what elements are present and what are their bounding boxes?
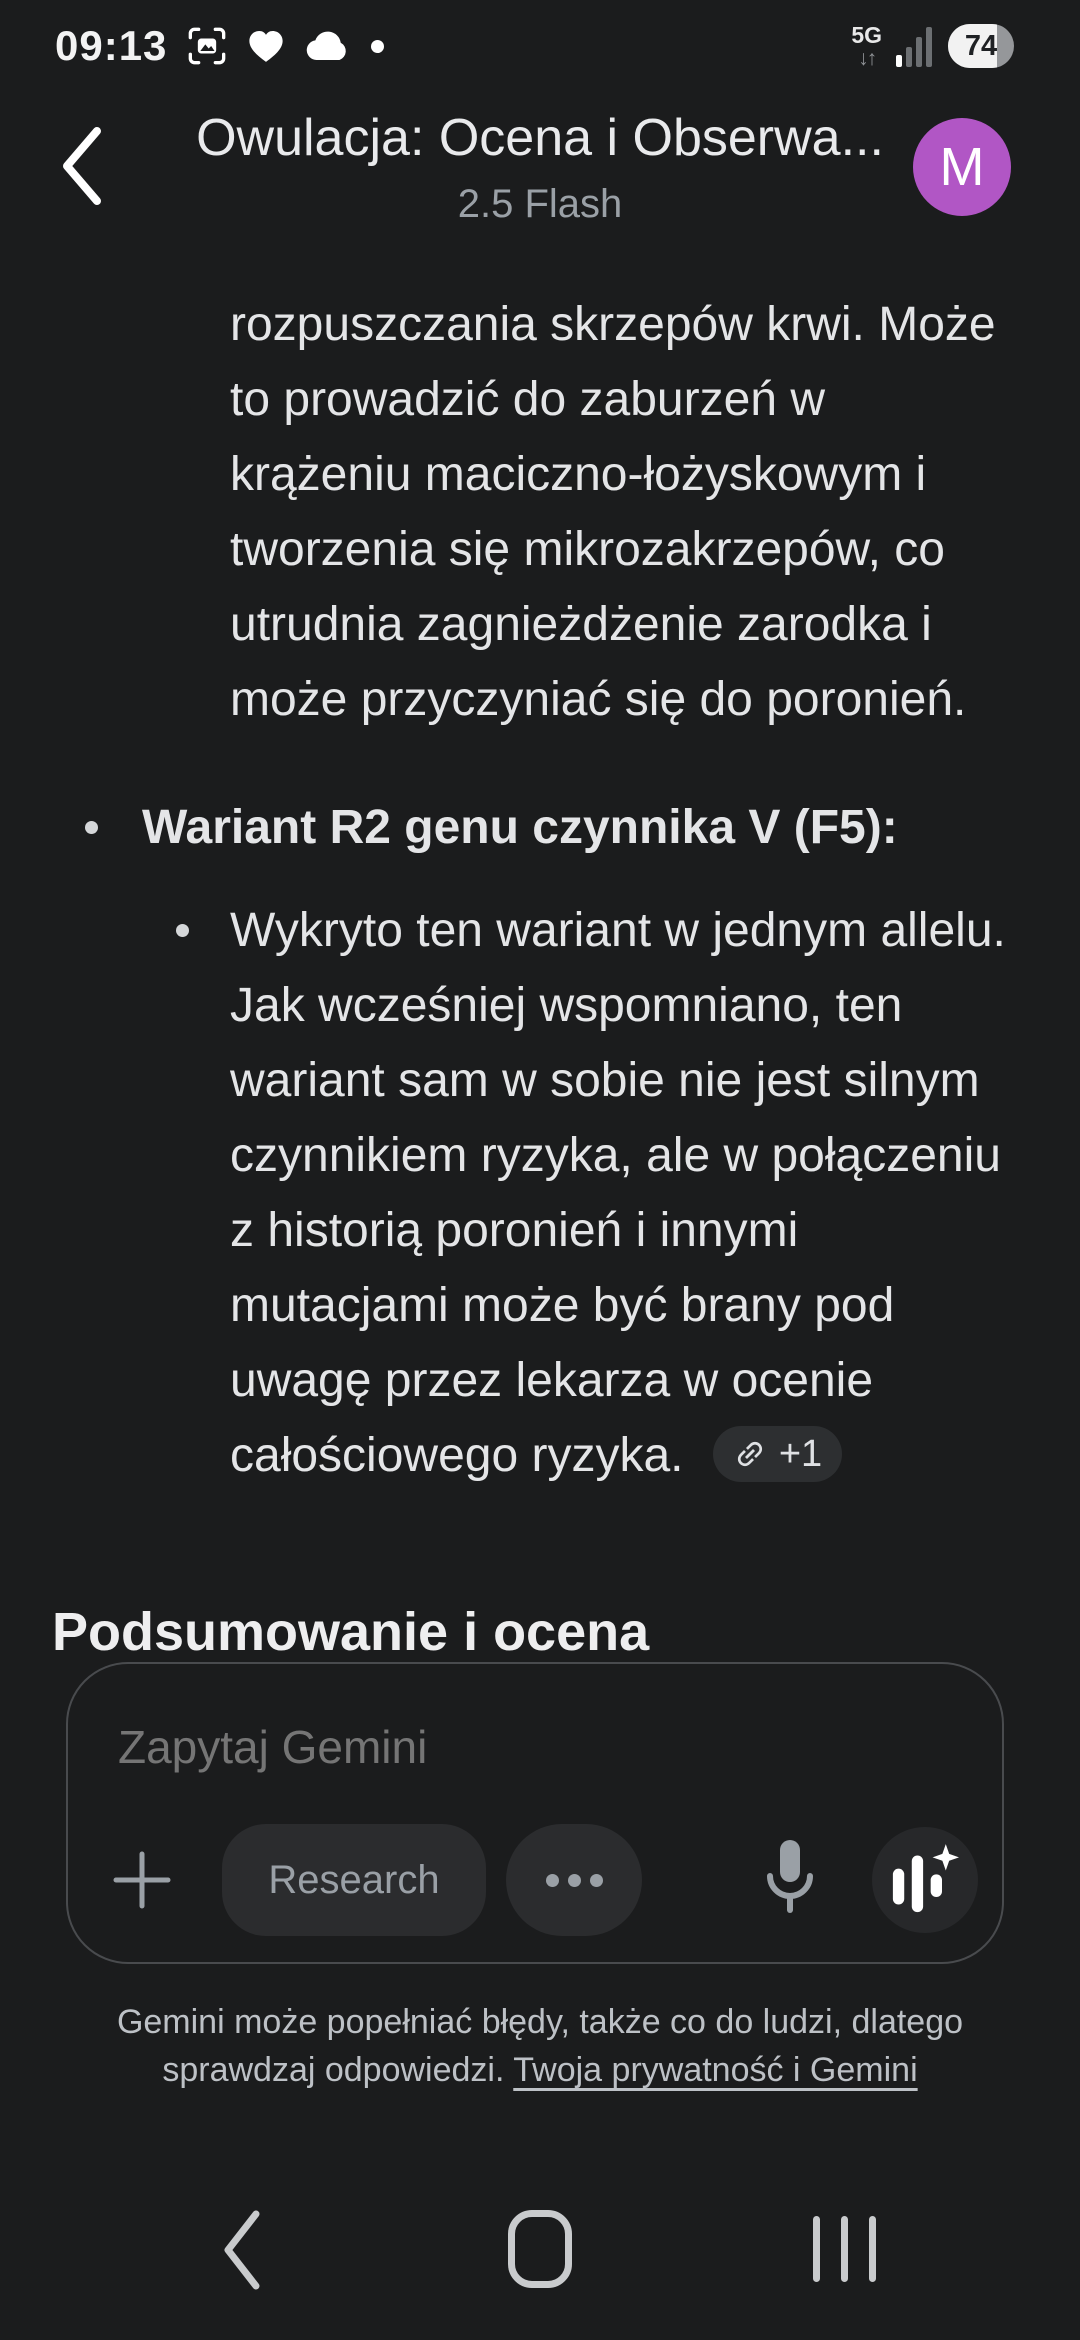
link-icon [733,1437,767,1471]
back-button[interactable] [52,118,112,214]
nav-back-button[interactable] [216,2202,268,2298]
disclaimer [90,1998,990,2094]
microphone-button[interactable] [762,1838,818,1922]
list-item-text [230,893,1016,1493]
ellipsis-icon [546,1874,559,1887]
avatar-letter: M [939,137,985,197]
bullet-icon [176,924,189,937]
citation-chip[interactable] [713,1426,842,1482]
section-heading: Podsumowanie i ocena [52,1602,650,1662]
cloud-icon [305,30,351,62]
list-item [85,790,1010,865]
list-item-title: Wariant R2 genu czynnika V (F5): [142,801,898,854]
plus-icon [113,1851,171,1909]
chevron-left-icon [59,123,105,209]
citation-count: +1 [778,1432,823,1475]
notification-dot-icon [371,40,384,53]
chat-header [0,92,1080,252]
recents-bar-icon [869,2216,876,2282]
ellipsis-icon [568,1874,581,1887]
screen-capture-icon [187,26,227,66]
list-item [176,893,1016,1493]
nav-recents-button[interactable] [813,2216,876,2282]
list-item-body-text: Wykryto ten wariant w jednym allelu. Jak wcześniej wspomniano, ten wariant sam w sobie nie jest silnym czynnikiem ryzyka, ale w połączeniu z historią poronień i innymi mutacjami może być brany pod uwagę przez lekarza w ocenie całościowego ryzyka. [230,904,1006,1482]
recents-bar-icon [813,2216,820,2282]
microphone-icon [762,1838,818,1922]
live-voice-button[interactable] [872,1827,978,1933]
status-bar [0,0,1080,92]
network-indicator: 5G ↓↑ [851,21,882,70]
add-attachment-button[interactable] [112,1850,172,1910]
response-paragraph: rozpuszczania skrzepów krwi. Może to prowadzić do zaburzeń w krążeniu maciczno-łożyskowym i tworzenia się mikrozakrzepów, co utrudnia zagnieżdżenie zarodka i może przyczyniać się do poronień. [230,298,996,726]
bullet-icon [85,821,98,834]
prompt-input[interactable] [118,1720,952,1774]
research-chip[interactable] [222,1824,486,1936]
more-tools-button[interactable] [506,1824,642,1936]
nav-home-button[interactable] [508,2210,572,2288]
privacy-link[interactable]: Twoja prywatność i Gemini [513,2051,918,2089]
signal-bars-icon [896,25,934,67]
avatar[interactable] [913,118,1011,216]
recents-bar-icon [841,2216,848,2282]
nav-back-icon [220,2208,264,2292]
ellipsis-icon [590,1874,603,1887]
research-label: Research [268,1857,440,1902]
heart-icon [247,28,285,64]
system-nav-bar [0,2160,1080,2340]
disclaimer-text: Gemini może popełniać błędy, także co do ludzi, dlatego sprawdzaj odpowiedzi. [116,2003,964,2089]
conversation-title[interactable]: Owulacja: Ocena i Obserwa... [196,109,884,167]
battery-indicator: 74 [948,24,1014,68]
composer [66,1662,1004,1964]
updown-arrows-icon: ↓↑ [858,46,876,70]
clock: 09:13 [55,22,168,69]
voice-waveform-icon [891,1844,959,1916]
model-selector[interactable]: 2.5 Flash [457,182,623,226]
